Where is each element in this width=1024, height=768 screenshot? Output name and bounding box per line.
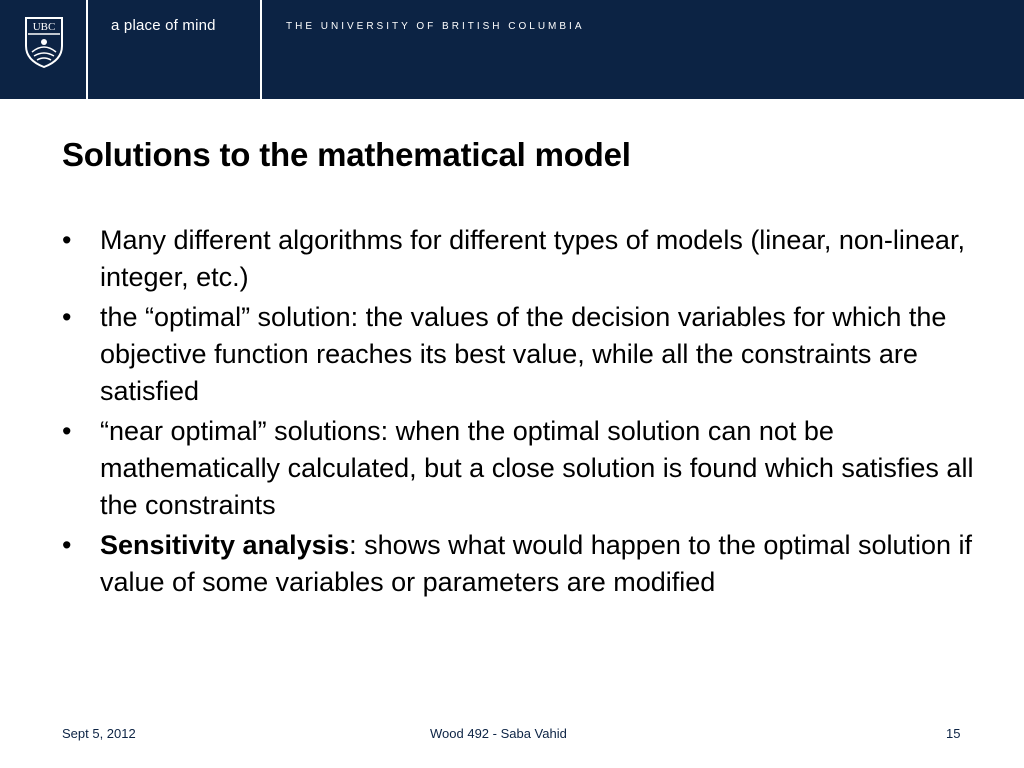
header-divider — [260, 0, 262, 99]
bullet-item — [62, 222, 982, 296]
tagline: a place of mind — [111, 17, 216, 34]
logo-text: UBC — [32, 21, 56, 33]
bullet-text — [100, 527, 982, 601]
bullet-text — [100, 413, 982, 524]
bullet-list — [62, 222, 982, 604]
slide-title: Solutions to the mathematical model — [62, 136, 631, 173]
bullet-text — [100, 299, 982, 410]
bullet-text — [100, 222, 982, 296]
bullet-body: “near optimal” solutions: when the optimal solution can not be mathematically calculated, but a close solution is found which satisfies all the constraints — [100, 416, 974, 520]
bullet-item — [62, 527, 982, 601]
bullet-marker: • — [62, 530, 72, 560]
bullet-lead: Sensitivity analysis — [100, 530, 350, 560]
footer-date: Sept 5, 2012 — [62, 726, 136, 741]
footer-course: Wood 492 - Saba Vahid — [430, 726, 567, 741]
bullet-marker: • — [62, 225, 72, 255]
header-divider — [86, 0, 88, 99]
university-name: THE UNIVERSITY OF BRITISH COLUMBIA — [286, 21, 585, 32]
slide-number: 15 — [946, 726, 961, 741]
bullet-item — [62, 413, 982, 524]
bullet-body: the “optimal” solution: the values of the decision variables for which the objective function reaches its best value, while all the constraints are satisfied — [100, 302, 947, 406]
ubc-crest-logo — [24, 16, 64, 68]
bullet-marker: • — [62, 416, 72, 446]
header-bar — [0, 0, 1024, 99]
bullet-body: : shows what would happen to the optimal solution if value of some variables or parameters are modified — [100, 530, 973, 597]
bullet-item — [62, 299, 982, 410]
bullet-marker: • — [62, 302, 72, 332]
bullet-body: Many different algorithms for different types of models (linear, non-linear, integer, etc.) — [100, 225, 965, 292]
